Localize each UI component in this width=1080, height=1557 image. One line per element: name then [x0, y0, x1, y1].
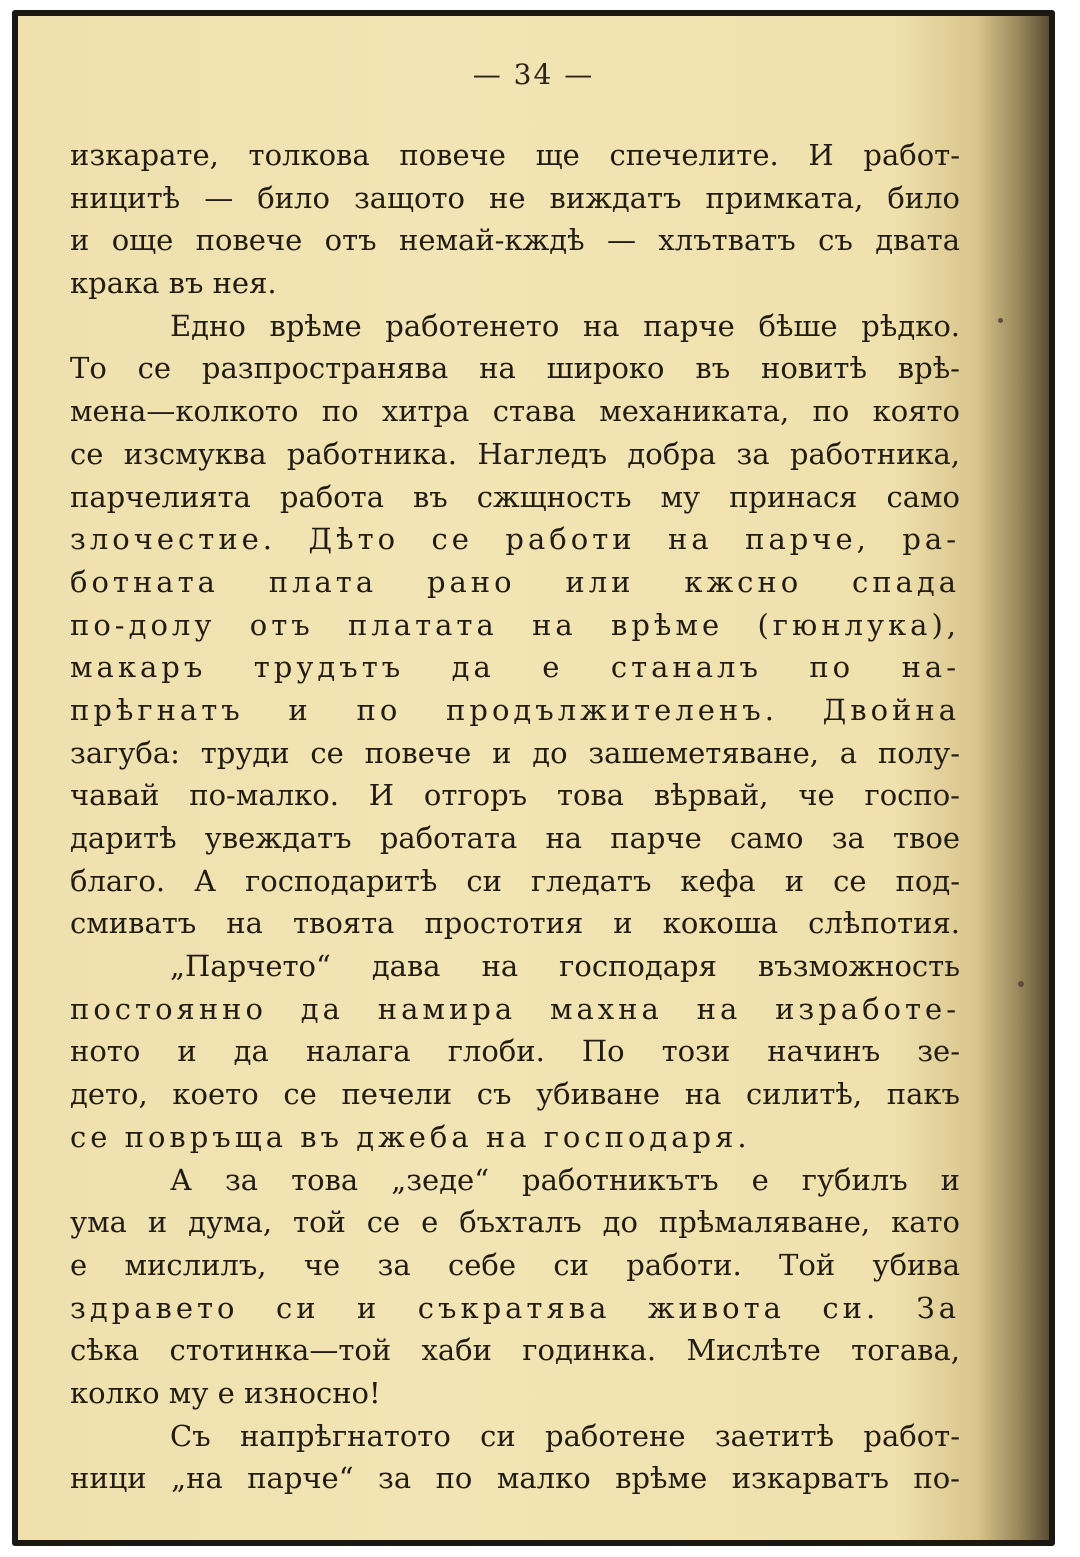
- text-line: здравето си и съкратява живота си. За: [70, 1290, 960, 1325]
- text-line: ното и да налага глоби. По този начинъ зе-: [70, 1034, 960, 1069]
- book-page: [18, 16, 1049, 1540]
- text-line: Едно врѣме работенето на парче бѣше рѣдко.: [170, 308, 960, 343]
- text-line: сѣка стотинка—той хаби годинка. Мислѣте тогава,: [70, 1333, 960, 1368]
- text-line: „Парчето“ дава на господаря възможность: [170, 949, 960, 984]
- text-line: прѣгнатъ и по продължителенъ. Двойна: [70, 692, 960, 727]
- text-line: парчелията работа въ сжщность му принася само: [70, 479, 960, 514]
- text-line: загуба: труди се повече и до зашеметяване, а полу-: [70, 735, 960, 770]
- text-line: даритѣ увеждатъ работата на парче само за твое: [70, 821, 960, 855]
- text-line: Съ напрѣгнатото си работене заетитѣ работ-: [170, 1418, 960, 1453]
- text-line: ботната плата рано или кжсно спада: [70, 564, 960, 599]
- text-line: се изсмуква работника. Нагледъ добра за работника,: [70, 436, 960, 471]
- text-line: по-долу отъ платата на врѣме (гюнлука),: [70, 607, 960, 642]
- text-line: ума и дума, той се е бъхталъ до прѣмаляване, като: [70, 1205, 960, 1240]
- text-line: ницитѣ — било защото не виждатъ примката, било: [70, 180, 960, 215]
- text-line: и още повече отъ немай-кждѣ — хлътватъ съ двата: [70, 223, 960, 258]
- text-line: изкарате, толкова повече ще спечелите. И работ-: [70, 138, 960, 172]
- paper-speck: [1018, 981, 1024, 987]
- text-line: благо. А господаритѣ си гледатъ кефа и се под-: [70, 863, 960, 898]
- text-line: крака въ нея.: [70, 266, 277, 301]
- text-line: постоянно да намира махна на изработе-: [70, 991, 960, 1026]
- text-line: ници „на парче“ за по малко врѣме изкарватъ по-: [70, 1461, 960, 1496]
- text-line: чавай по-малко. И отгоръ това вѣрвай, че госпо-: [70, 778, 960, 813]
- page-number: — 34 —: [472, 58, 595, 91]
- text-line: е мислилъ, че за себе си работи. Той убива: [70, 1247, 960, 1282]
- text-line: колко му е износно!: [70, 1375, 381, 1410]
- text-line: То се разпространява на широко въ новитѣ врѣ-: [70, 351, 960, 386]
- text-line: дето, което се печели съ убиване на силитѣ, пакъ: [70, 1077, 960, 1112]
- text-line: злочестие. Дѣто се работи на парче, ра-: [70, 522, 960, 557]
- paper-speck: [998, 318, 1003, 323]
- body-text: [70, 134, 960, 1500]
- text-line: смиватъ на твоята простотия и кокоша слѣпотия.: [70, 906, 960, 941]
- text-line: се повръща въ джеба на господаря.: [70, 1119, 751, 1154]
- text-line: мена—колкото по хитра става механиката, по която: [70, 394, 960, 429]
- text-line: А за това „зеде“ работникътъ е губилъ и: [170, 1162, 960, 1197]
- text-line: макаръ трудътъ да е станалъ по на-: [70, 650, 960, 685]
